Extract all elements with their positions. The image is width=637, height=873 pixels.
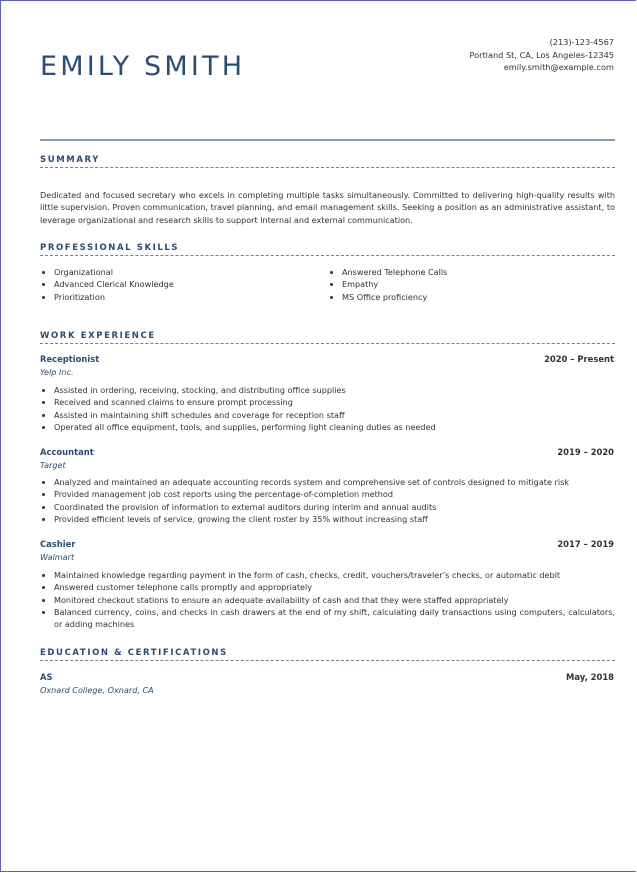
summary-heading: SUMMARY bbox=[40, 155, 615, 168]
job-bullet: Balanced currency, coins, and checks in cash drawers at the end of my shift, calculating daily transactions using computers, calculators, or adding machines bbox=[40, 606, 615, 631]
email-address: emily.smith@example.com bbox=[503, 62, 614, 72]
job-title: Cashier bbox=[40, 539, 76, 549]
skill-item: Prioritization bbox=[40, 291, 320, 303]
job-title: Accountant bbox=[40, 447, 94, 457]
school-name: Oxnard College, Oxnard, CA bbox=[40, 685, 154, 695]
job-bullet: Coordinated the provision of information to external auditors during interim and annual audits bbox=[40, 501, 615, 513]
job-bullet: Answered customer telephone calls promptly and appropriately bbox=[40, 581, 615, 593]
job-bullets bbox=[40, 476, 615, 525]
skills-heading: PROFESSIONAL SKILLS bbox=[40, 243, 615, 256]
job-bullet: Operated all office equipment, tools, and supplies, performing light cleaning duties as needed bbox=[40, 421, 615, 433]
job-date: 2017 – 2019 bbox=[557, 539, 614, 549]
degree: AS bbox=[40, 672, 53, 682]
job-bullet: Assisted in ordering, receiving, stocking, and distributing office supplies bbox=[40, 384, 615, 396]
skills-list-right bbox=[328, 266, 608, 303]
phone-number: (213)-123-4567 bbox=[549, 37, 614, 47]
job-title: Receptionist bbox=[40, 354, 100, 364]
summary-text: Dedicated and focused secretary who excels in completing multiple tasks simultaneously. Committed to delivering high-quality results with little supervision. Proven communication, travel planning, and email management skills. Seeking a position as an administrative assistant, to leverage organizational and research skills to support internal and external communication. bbox=[40, 190, 615, 225]
skill-item: MS Office proficiency bbox=[328, 291, 608, 303]
job-bullet: Maintained knowledge regarding payment in the form of cash, checks, credit, vouchers/traveler’s checks, or automatic debit bbox=[40, 569, 615, 581]
skill-item: Organizational bbox=[40, 266, 320, 278]
job-bullet: Monitored checkout stations to ensure an adequate availability of cash and that they were staffed appropriately bbox=[40, 594, 615, 606]
job-bullet: Received and scanned claims to ensure prompt processing bbox=[40, 396, 615, 408]
job-bullet: Provided efficient levels of service, growing the client roster by 35% without increasing staff bbox=[40, 513, 615, 525]
header-divider bbox=[40, 139, 615, 141]
job-date: 2019 – 2020 bbox=[557, 447, 614, 457]
job-bullet: Analyzed and maintained an adequate accounting records system and comprehensive set of controls designed to mitigate risk bbox=[40, 476, 615, 488]
job-bullet: Assisted in maintaining shift schedules and coverage for reception staff bbox=[40, 409, 615, 421]
candidate-name: EMILY SMITH bbox=[40, 51, 246, 82]
job-company: Walmart bbox=[40, 552, 75, 562]
job-bullet: Provided management job cost reports using the percentage-of-completion method bbox=[40, 488, 615, 500]
job-bullets bbox=[40, 569, 615, 630]
job-date: 2020 – Present bbox=[544, 354, 614, 364]
job-company: Yelp Inc. bbox=[40, 367, 74, 377]
education-date: May, 2018 bbox=[566, 672, 614, 682]
experience-heading: WORK EXPERIENCE bbox=[40, 331, 615, 344]
skill-item: Answered Telephone Calls bbox=[328, 266, 608, 278]
skills-list-left bbox=[40, 266, 320, 303]
skill-item: Empathy bbox=[328, 278, 608, 290]
skill-item: Advanced Clerical Knowledge bbox=[40, 278, 320, 290]
education-heading: EDUCATION & CERTIFICATIONS bbox=[40, 648, 615, 661]
contact-info bbox=[469, 36, 614, 74]
job-company: Target bbox=[40, 460, 66, 470]
job-bullets bbox=[40, 384, 615, 433]
address: Portland St, CA, Los Angeles-12345 bbox=[469, 49, 614, 60]
